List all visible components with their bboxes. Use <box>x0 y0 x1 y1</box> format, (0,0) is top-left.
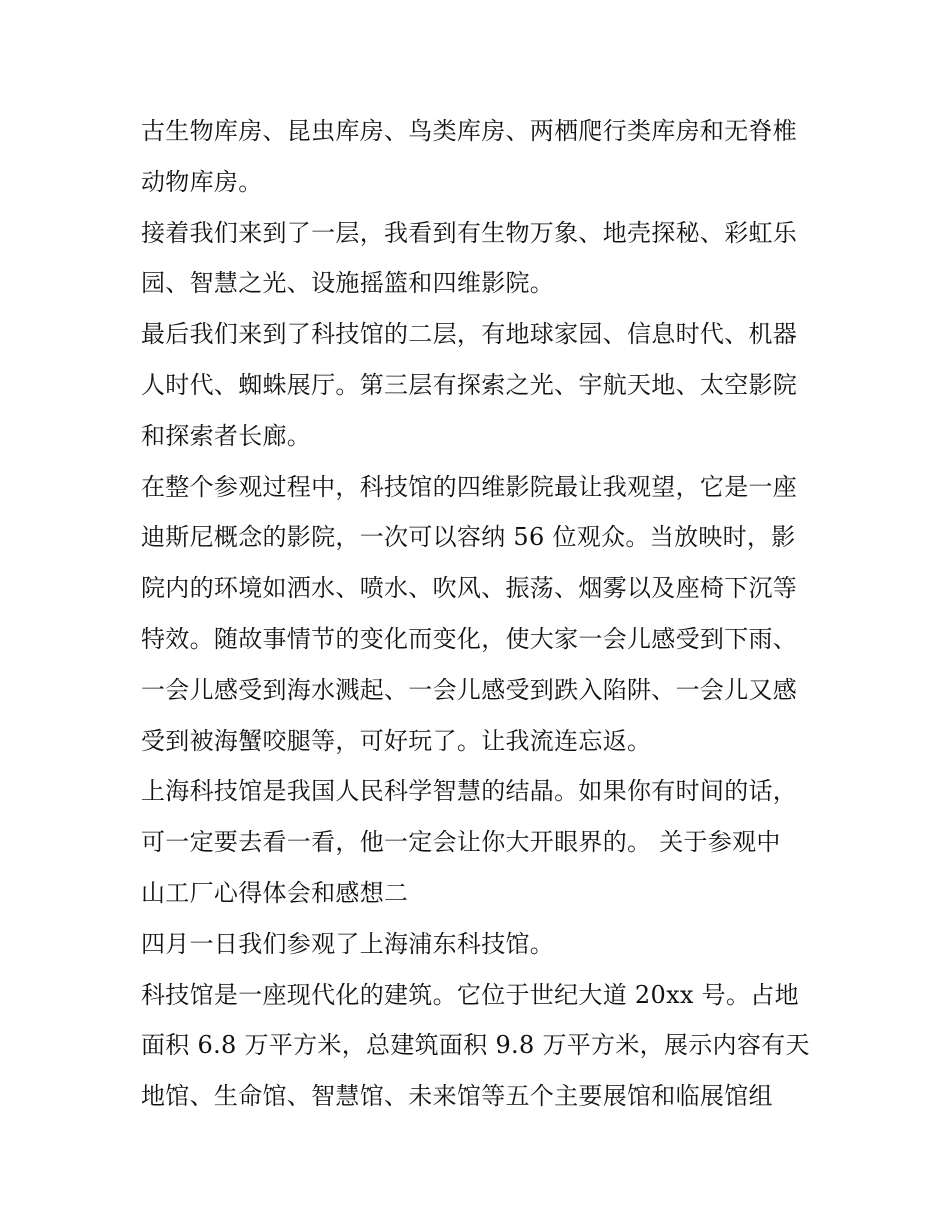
text-line: 园、智慧之光、设施摇篮和四维影院。 <box>141 269 555 298</box>
text-line: 特效。随故事情节的变化而变化，使大家一会儿感受到下雨、 <box>141 624 798 653</box>
text-line: 山工厂心得体会和感想二 <box>141 878 409 907</box>
text-line: 接着我们来到了一层，我看到有生物万象、地壳探秘、彩虹乐 <box>141 218 798 247</box>
text-line: 人时代、蜘蛛展厅。第三层有探索之光、宇航天地、太空影院 <box>141 370 798 399</box>
text-line: 和探索者长廊。 <box>141 421 312 450</box>
text-line: 科技馆是一座现代化的建筑。它位于世纪大道 20xx 号。占地 <box>141 980 799 1009</box>
text-line: 最后我们来到了科技馆的二层，有地球家园、信息时代、机器 <box>141 320 798 349</box>
text-line: 动物库房。 <box>141 167 263 196</box>
text-line: 院内的环境如洒水、喷水、吹风、振荡、烟雾以及座椅下沉等 <box>141 574 798 603</box>
text-line: 古生物库房、昆虫库房、鸟类库房、两栖爬行类库房和无脊椎 <box>141 117 798 145</box>
text-line: 四月一日我们参观了上海浦东科技馆。 <box>141 929 555 958</box>
text-line: 受到被海蟹咬腿等，可好玩了。让我流连忘返。 <box>141 726 652 755</box>
text-line: 上海科技馆是我国人民科学智慧的结晶。如果你有时间的话， <box>141 777 798 806</box>
text-line: 地馆、生命馆、智慧馆、未来馆等五个主要展馆和临展馆组 <box>141 1082 773 1111</box>
document-body <box>141 106 821 1122</box>
text-line: 在整个参观过程中，科技馆的四维影院最让我观望，它是一座 <box>141 472 798 501</box>
text-line: 迪斯尼概念的影院，一次可以容纳 56 位观众。当放映时，影 <box>141 523 796 552</box>
text-line: 一会儿感受到海水溅起、一会儿感受到跌入陷阱、一会儿又感 <box>141 675 798 704</box>
text-line: 可一定要去看一看，他一定会让你大开眼界的。 关于参观中 <box>141 828 781 857</box>
text-line: 面积 6.8 万平方米，总建筑面积 9.8 万平方米，展示内容有天 <box>141 1031 810 1060</box>
